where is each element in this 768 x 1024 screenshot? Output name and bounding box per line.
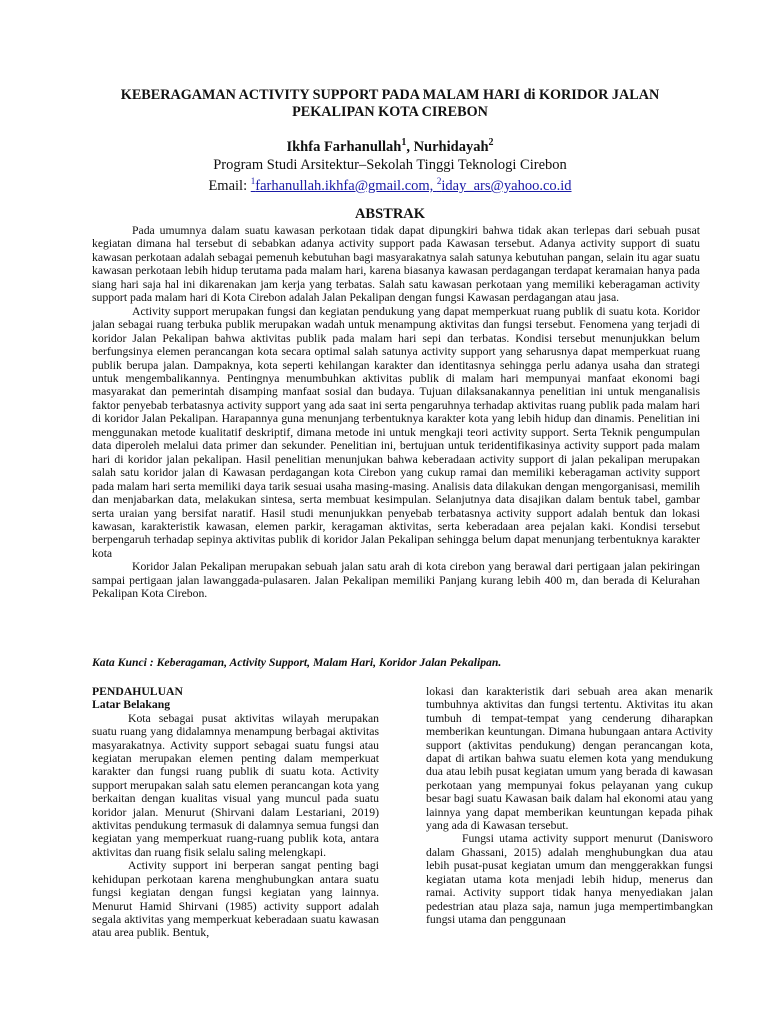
right-column — [426, 685, 713, 926]
affiliation: Program Studi Arsitektur–Sekolah Tinggi Teknologi Cirebon — [213, 157, 567, 173]
email-address: farhanullah.ikhfa@gmail.com, — [255, 177, 437, 194]
abstract-paragraph: Koridor Jalan Pekalipan merupakan sebuah jalan satu arah di kota cirebon yang berawal dari pertigaan jalan pekiringan sampai pertigaan jalan lawanggada-pulasaren. Jalan Pekalipan memiliki Panjang kurang lebih 400 m, dan berada di Kelurahan Pekalipan Kota Cirebon. — [92, 560, 700, 601]
email-link-1[interactable] — [251, 178, 442, 194]
email-mark: 1 — [250, 176, 256, 186]
paper-title — [80, 87, 700, 121]
email-line — [80, 176, 700, 195]
subsection-heading: Latar Belakang — [92, 698, 171, 712]
email-mark: 2 — [436, 176, 442, 186]
author-separator: , — [406, 138, 414, 155]
section-heading: PENDAHULUAN — [92, 685, 183, 698]
title-line-2: PEKALIPAN KOTA CIREBON — [292, 104, 488, 120]
body-paragraph: Fungsi utama activity support menurut (Danisworo dalam Ghassani, 2015) adalah menghubungkan dua atau lebih pusat-pusat kegiatan umum dan menggerakkan fungsi kegiatan utama kota menjadi lebih hidup, menerus dan ramai. Activity support tidak hanya menyediakan jalan pedestrian atau plaza saja, namun juga mempertimbangkan fungsi utama dan penggunaan — [426, 832, 713, 926]
author-list — [80, 137, 700, 156]
email-label: Email: — [208, 177, 251, 194]
abstract-body — [92, 224, 700, 601]
abstract-paragraph: Activity support merupakan fungsi dan kegiatan pendukung yang dapat memperkuat ruang publik di suatu kota. Koridor jalan sebagai ruang terbuka publik merupakan wadah untuk menampung aktivitas dan fungsi tersebut. Fenomena yang terjadi di koridor Jalan Pekalipan bahwa aktivitas publik pada malam hari sepi dan terbatas. Kondisi tersebut menunjukkan belum berfungsinya elemen perancangan kota secara optimal salah satunya activity support yang seharusnya dapat memperkuat ruang publik berupa jalan. Dampaknya, kota seperti kehilangan karakter dan identitasnya sehingga perlu adanya usaha dan strategi untuk mengembalikannya. Pentingnya menumbuhkan aktivitas publik di malam hari mempunyai manfaat ekonomi bagi masyarakat dan pemerintah disamping manfaat sosial dan budaya. Tujuan dilaksanakannya penelitian ini untuk menganalisis faktor penyebab terbatasnya activity support yang ada saat ini serta pengaruhnya terhadap aktivitas ruang publik pada malam hari di koridor Jalan Pekalipan. Harapannya guna menunjang terbentuknya karakter kota yang lebih hidup dan dinamis. Penelitian ini menggunakan metode kualitatif deskriptif, dimana metode ini untuk mengkaji teori activity support. Serta Teknik pengumpulan data diperoleh melalui data primer dan sekunder. Penelitian ini, bertujuan untuk teridentifikasinya activity support pada malam hari di koridor jalan pekalipan. Hasil penelitian menunjukan bahwa keberadaan activity support di jalan pekalipan merupakan salah satu koridor jalan di Kawasan perdagangan kota Cirebon yang cukup ramai dan memiliki keberagaman activity support pada malam hari serta memiliki daya tarik sesuai usaha masing-masing. Analisis data dilakukan dengan mengorganisasi, memilih dan menjabarkan data, melakukan sintesa, serta membuat kesimpulan. Selanjutnya data disajikan dalam bentuk tabel, gambar serta uraian yang bersifat naratif. Hasil studi menunjukkan penyebab terbatasnya activity support adalah bentuk dan lokasi kawasan, karakteristik kawasan, elemen parkir, keragaman aktivitas, serta keberadaan area pejalan kaki. Kondisi tersebut berpengaruh terhadap sepinya aktivitas publik di koridor Jalan Pekalipan sehingga belum dapat menunjang terbentuknya karakter kota — [92, 304, 700, 560]
body-paragraph: Activity support ini berperan sangat penting bagi kehidupan perkotaan karena menghubungkan antara suatu fungsi kegiatan dengan fungsi kegiatan yang lainnya. Menurut Hamid Shirvani (1985) activity support adalah segala aktivitas yang memperkuat keberadaan suatu kawasan atau area publik. Bentuk, — [92, 859, 379, 940]
keywords: Kata Kunci : Keberagaman, Activity Support, Malam Hari, Koridor Jalan Pekalipan. — [92, 656, 502, 669]
body-paragraph: Kota sebagai pusat aktivitas wilayah merupakan suatu ruang yang didalamnya menampung berbagai aktivitas masyarakatnya. Activity support sebagai suatu fungsi atau kegiatan merupakan elemen penting dalam memperkuat karakter dan fungsi ruang publik di suatu kota. Activity support merupakan salah satu elemen perancangan kota yang berkaitan dengan kualitas visual yang muncul pada suatu koridor jalan. Menurut (Shirvani dalam Lestariani, 2019) aktivitas pendukung termasuk di dalamnya semua fungsi dan kegiatan yang memperkuat ruang-ruang publik kota, antara aktivitas dan ruang fisik selalu saling melengkapi. — [92, 711, 379, 859]
abstract-heading: ABSTRAK — [354, 206, 426, 222]
body-paragraph: lokasi dan karakteristik dari sebuah area akan menarik tumbuhnya aktivitas dan fungsi tertentu. Aktivitas itu akan tumbuh di tempat-tempat yang cenderung diharapkan memberikan keuntungan. Dimana hubungaan antara Activity support (aktivitas pendukung) dengan perancangan kota, dapat di artikan bahwa suatu elemen kota yang mendukung dua atau lebih pusat kegiatan umum yang berada di kawasan perkotaan yang mempunyai fokus pelayanan yang cukup besar bagi suatu Kawasan baik dalam hal ekonomi atau yang lainnya yang dapat memberikan keuntungan kepada pihak yang ada di Kawasan tersebut. — [426, 685, 713, 833]
author-affiliation-mark: 2 — [488, 137, 494, 148]
author-name: Ikhfa Farhanullah — [286, 138, 402, 155]
left-column — [92, 685, 379, 940]
abstract-paragraph: Pada umumnya dalam suatu kawasan perkotaan tidak dapat dipungkiri bahwa tidak akan terlepas dari sebuah pusat kegiatan dimana hal tersebut di sebabkan adanya activity support pada Kawasan tersebut. Adanya activity support di suatu kawasan perkotaan adalah sebagai pemenuh kebutuhan bagi masyarakatnya salah satunya kebutuhan pangan, selain itu agar suatu kawasan perkotaan lebih hidup terutama pada malam hari, karena biasanya kawasan perdagangan terdapat keramaian hanya pada siang hari saja hal ini dikarenakan jam kerja yang terbatas. Salah satu kawasan perkotaan yang memiliki keberagaman activity support pada malam hari di Kota Cirebon adalah Jalan Pekalipan dengan fungsi Kawasan perdagangan atau jasa. — [92, 224, 700, 305]
author-name: Nurhidayah — [413, 138, 489, 155]
title-line-1: KEBERAGAMAN ACTIVITY SUPPORT PADA MALAM HARI di KORIDOR JALAN — [120, 87, 660, 103]
author-affiliation-mark: 1 — [401, 137, 407, 148]
email-link-2[interactable]: iday_ars@yahoo.co.id — [441, 177, 572, 194]
